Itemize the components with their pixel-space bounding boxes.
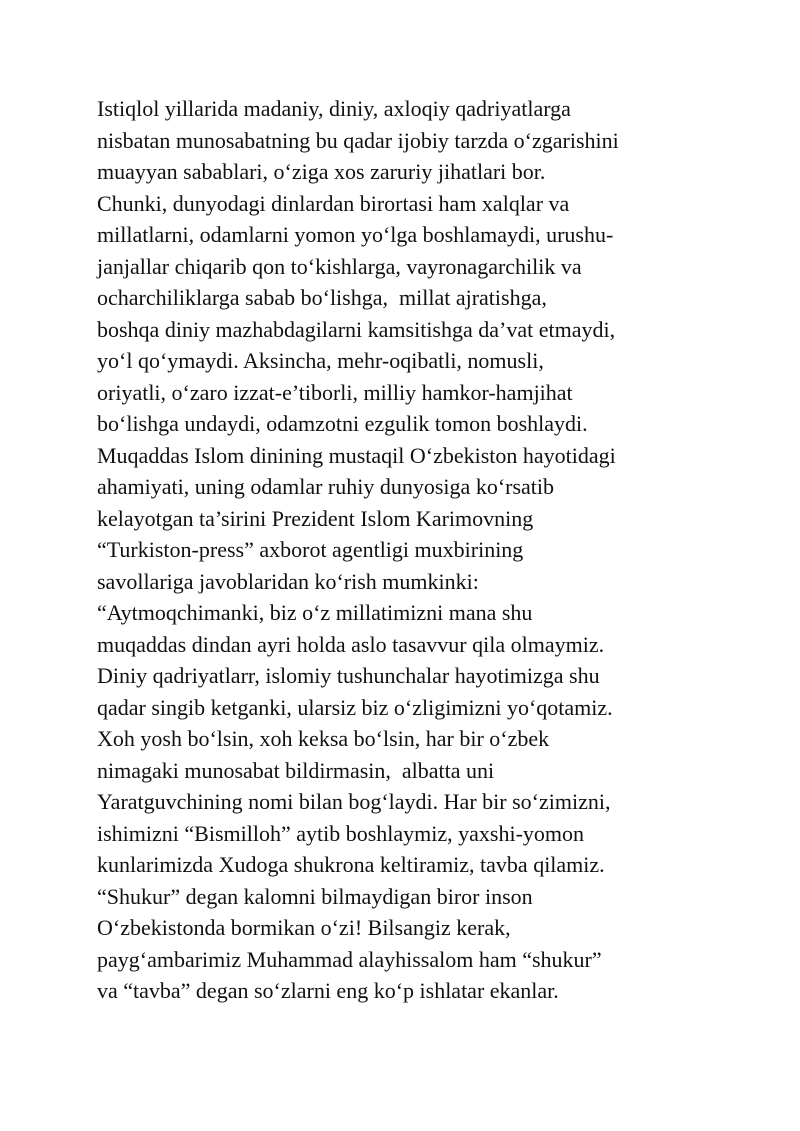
text-line: yo‘l qo‘ymaydi. Aksincha, mehr-oqibatli, nomusli,	[97, 348, 544, 373]
text-line: payg‘ambarimiz Muhammad alayhissalom ham “shukur”	[97, 946, 602, 972]
text-line: O‘zbekistonda bormikan o‘zi! Bilsangiz kerak,	[97, 915, 511, 940]
text-line: “Turkiston-press” axborot agentligi muxbirining	[97, 537, 524, 562]
text-line: muayyan sabablari, o‘ziga xos zaruriy jihatlari bor.	[97, 159, 546, 184]
text-line: boshqa diniy mazhabdagilarni kamsitishga da’vat etmaydi,	[97, 316, 616, 342]
text-line: janjallar chiqarib qon to‘kishlarga, vayronagarchilik va	[97, 253, 582, 279]
text-line: oriyatli, o‘zaro izzat-e’tiborli, milliy hamkor-hamjihat	[97, 379, 573, 405]
text-line: va “tavba” degan so‘zlarni eng ko‘p ishlatar ekanlar.	[97, 978, 559, 1003]
body-paragraph	[97, 93, 737, 1007]
text-line: Diniy qadriyatlarr, islomiy tushunchalar hayotimizga shu	[97, 663, 600, 688]
text-line: kelayotgan ta’sirini Prezident Islom Karimovning	[97, 505, 534, 531]
text-line: ocharchiliklarga sabab bo‘lishga, millat ajratishga,	[97, 285, 547, 310]
text-line: savollariga javoblaridan ko‘rish mumkinki:	[97, 568, 479, 594]
text-line: “Aytmoqchimanki, biz o‘z millatimizni mana shu	[97, 600, 533, 625]
text-line: “Shukur” degan kalomni bilmaydigan biror inson	[97, 883, 533, 909]
text-line: ishimizni “Bismilloh” aytib boshlaymiz, yaxshi-yomon	[97, 820, 585, 846]
text-line: nisbatan munosabatning bu qadar ijobiy tarzda o‘zgarishini	[97, 127, 619, 153]
text-line: qadar singib ketganki, ularsiz biz o‘zligimizni yo‘qotamiz.	[97, 694, 613, 720]
text-line: kunlarimizda Xudoga shukrona keltiramiz, tavba qilamiz.	[97, 852, 605, 877]
text-line: nimagaki munosabat bildirmasin, albatta uni	[97, 757, 495, 783]
text-line: Chunki, dunyodagi dinlardan birortasi ham xalqlar va	[97, 190, 570, 216]
text-line: millatlarni, odamlarni yomon yo‘lga boshlamaydi, urushu-	[97, 222, 614, 247]
text-line: bo‘lishga undaydi, odamzotni ezgulik tomon boshlaydi.	[97, 411, 588, 436]
text-line: muqaddas dindan ayri holda aslo tasavvur qila olmaymiz.	[97, 631, 605, 657]
text-line: Yaratguvchining nomi bilan bog‘laydi. Har bir so‘zimizni,	[97, 789, 611, 814]
text-line: ahamiyati, uning odamlar ruhiy dunyosiga ko‘rsatib	[97, 474, 555, 499]
text-line: Xoh yosh bo‘lsin, xoh keksa bo‘lsin, har bir o‘zbek	[97, 726, 550, 751]
text-line: Istiqlol yillarida madaniy, diniy, axloqiy qadriyatlarga	[97, 96, 571, 121]
text-line: Muqaddas Islom dinining mustaqil O‘zbekiston hayotidagi	[97, 442, 616, 468]
